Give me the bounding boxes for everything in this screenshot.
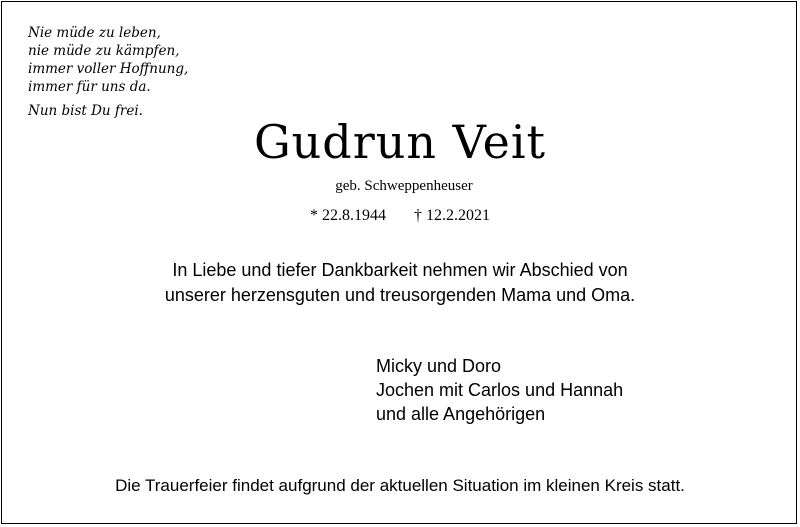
poem-block — [28, 24, 188, 120]
life-dates — [0, 205, 800, 227]
mourner-line: Jochen mit Carlos und Hannah — [376, 380, 624, 400]
funeral-notice: Die Trauerfeier findet aufgrund der aktuellen Situation im kleinen Kreis statt. — [115, 476, 685, 495]
mourner-line: Micky und Doro — [376, 356, 502, 376]
death-date: † 12.2.2021 — [414, 207, 490, 224]
mourner-line: und alle Angehörigen — [376, 404, 546, 424]
farewell-message — [0, 258, 800, 308]
poem-line: immer für uns da. — [28, 79, 151, 95]
deceased-name: Gudrun Veit — [253, 115, 547, 169]
poem-line: nie müde zu kämpfen, — [28, 43, 180, 59]
message-line: In Liebe und tiefer Dankbarkeit nehmen wir Abschied von — [172, 260, 628, 280]
message-line: unserer herzensguten und treusorgenden Mama und Oma. — [164, 285, 636, 305]
maiden-name: geb. Schweppenheuser — [335, 178, 473, 194]
poem-closing: Nun bist Du frei. — [28, 103, 143, 119]
birth-date: * 22.8.1944 — [310, 207, 386, 224]
mourners-list — [376, 354, 623, 426]
poem-line: Nie müde zu leben, — [28, 25, 161, 41]
poem-line: immer voller Hoffnung, — [28, 61, 189, 77]
